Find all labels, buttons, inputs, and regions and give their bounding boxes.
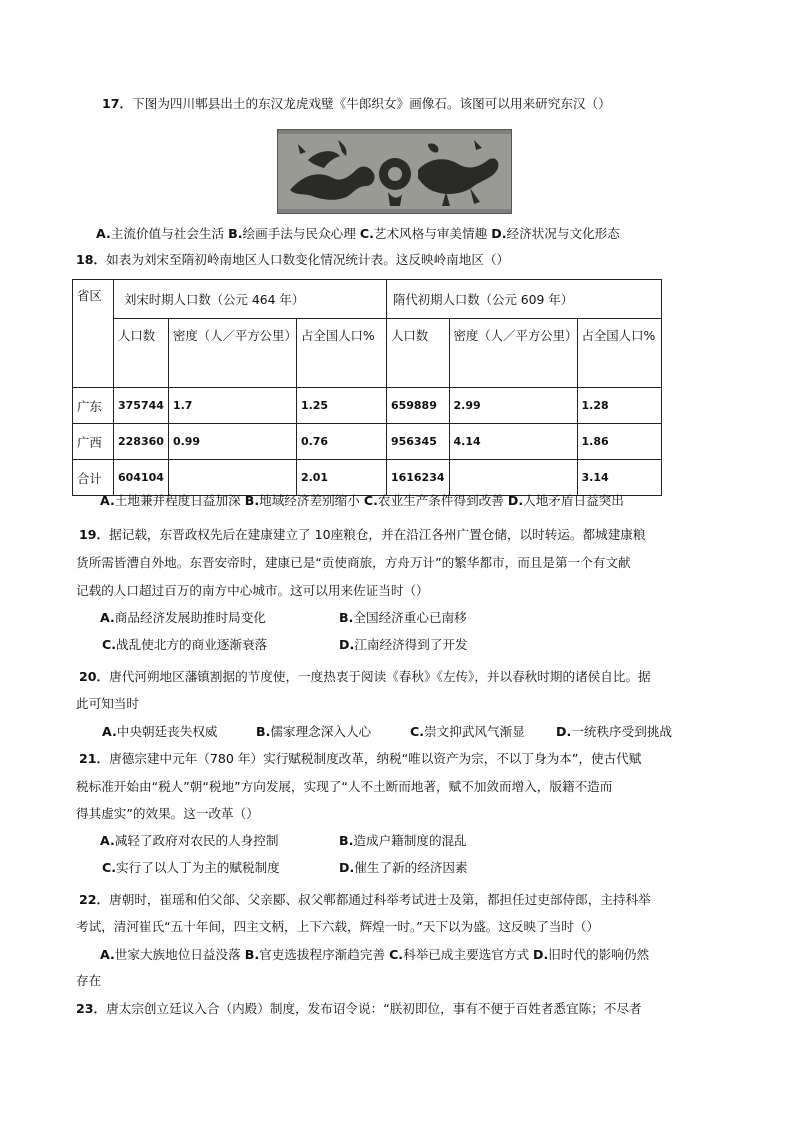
q22-line-1	[79, 892, 651, 908]
option-b-text[interactable]: 全国经济重心已南移	[353, 610, 467, 625]
pop-cell: 1616234	[386, 460, 449, 496]
question-text: 唐朝时，崔瑶和伯父郃、父亲郾、叔父郸都通过科举考试进士及第，都担任过吏部侍郎，主持科举	[109, 892, 651, 907]
question-number: 18．	[76, 252, 107, 267]
col-share-header: 占全国人口%	[577, 319, 661, 388]
q22-options	[100, 947, 649, 963]
option-d-text[interactable]: 经济状况与文化形态	[506, 226, 620, 241]
share-cell: 0.76	[296, 424, 386, 460]
table-row	[73, 424, 662, 460]
option-c-text[interactable]: 艺术风格与审美情趣	[373, 226, 488, 241]
share-cell: 1.25	[296, 388, 386, 424]
option-c-text[interactable]: 战乱使北方的商业逐渐衰落	[116, 637, 268, 652]
option-c-letter[interactable]: C.	[102, 860, 117, 875]
option-b-letter[interactable]: B.	[339, 833, 354, 848]
option-c-text[interactable]: 科举已成主要选官方式	[403, 947, 530, 962]
option-d-letter[interactable]: D.	[491, 226, 507, 241]
question-text: 唐德宗建中元年（780 年）实行赋税制度改革，纳税“唯以资产为宗，不以丁身为本”，使古代赋	[109, 751, 642, 766]
q21-option-b[interactable]	[339, 833, 467, 849]
option-d-text[interactable]: 旧时代的影响仍然	[548, 947, 650, 962]
q21-option-a[interactable]	[100, 833, 278, 849]
dragon-tiger-rubbing-icon	[278, 130, 511, 213]
density-cell: 4.14	[449, 424, 577, 460]
question-number: 22．	[79, 892, 110, 907]
option-a-text[interactable]: 土地兼并程度日益加深	[114, 493, 241, 508]
population-table	[72, 279, 662, 496]
option-c-letter[interactable]: C.	[410, 724, 425, 739]
q20-option-d[interactable]	[556, 724, 672, 740]
option-d-text[interactable]: 江南经济得到了开发	[354, 637, 468, 652]
pop-cell: 228360	[114, 424, 169, 460]
question-number: 19．	[79, 527, 110, 542]
option-d-letter[interactable]: D.	[339, 637, 355, 652]
share-cell: 2.01	[296, 460, 386, 496]
pop-cell: 956345	[386, 424, 449, 460]
q19-option-a[interactable]	[100, 610, 266, 626]
stone-relief-image	[277, 129, 512, 214]
option-c-text[interactable]: 农业生产条件得到改善	[377, 493, 504, 508]
question-number: 21．	[79, 751, 110, 766]
option-a-letter[interactable]: A.	[102, 724, 117, 739]
q20-option-c[interactable]	[410, 724, 525, 740]
option-d-letter[interactable]: D.	[533, 947, 549, 962]
option-b-text[interactable]: 官吏选拔程序渐趋完善	[259, 947, 386, 962]
question-number: 20．	[79, 669, 110, 684]
option-d-text[interactable]: 一统秩序受到挑战	[571, 724, 672, 739]
q21-line-2: 税标准开始由“税人”朝“税地”方向发展，实现了“人不土断而地著，赋不加敛而增入，版籍不造而	[76, 779, 613, 794]
density-cell	[449, 460, 577, 496]
q19-option-b[interactable]	[339, 610, 467, 626]
question-text: 下图为四川郫县出土的东汉龙虎戏璧《牛郎织女》画像石。该图可以用来研究东汉（）	[132, 96, 611, 111]
pop-cell: 659889	[386, 388, 449, 424]
option-b-letter[interactable]: B.	[228, 226, 243, 241]
q22-line-2: 考试，清河崔氏“五十年间，四主文柄，上下六载，辉煌一时。”天下以为盛。这反映了当时（）	[76, 919, 600, 934]
option-a-letter[interactable]: A.	[96, 226, 111, 241]
q17-options	[96, 226, 620, 242]
region-cell: 合计	[73, 460, 114, 496]
density-cell: 2.99	[449, 388, 577, 424]
option-a-text[interactable]: 主流价值与社会生活	[110, 226, 225, 241]
region-cell: 广东	[73, 388, 114, 424]
pop-cell: 375744	[114, 388, 169, 424]
option-a-letter[interactable]: A.	[100, 833, 115, 848]
option-a-text[interactable]: 商品经济发展助推时局变化	[114, 610, 266, 625]
option-d-letter[interactable]: D.	[339, 860, 355, 875]
density-cell: 0.99	[168, 424, 296, 460]
option-b-text[interactable]: 地域经济差别缩小	[259, 493, 360, 508]
question-number: 23．	[76, 1001, 107, 1016]
col-pop-header: 人口数	[386, 319, 449, 388]
density-cell: 1.7	[168, 388, 296, 424]
col-density-header: 密度（人／平方公里）	[168, 319, 296, 388]
region-cell: 广西	[73, 424, 114, 460]
table-corner-header: 省区	[73, 280, 114, 388]
q21-line-1	[79, 751, 641, 767]
q19-option-c[interactable]	[102, 637, 267, 653]
share-cell: 1.28	[577, 388, 661, 424]
option-a-letter[interactable]: A.	[100, 947, 115, 962]
q23-stem	[76, 1001, 642, 1017]
option-d-text[interactable]: 人地矛盾日益突出	[523, 493, 624, 508]
option-b-letter[interactable]: B.	[244, 493, 260, 508]
option-b-letter[interactable]: B.	[256, 724, 271, 739]
option-c-letter[interactable]: C.	[359, 226, 374, 241]
option-c-letter[interactable]: C.	[389, 947, 404, 962]
q17-stem	[102, 96, 611, 112]
option-c-text[interactable]: 崇文抑武风气渐显	[424, 724, 525, 739]
option-a-letter[interactable]: A.	[100, 610, 115, 625]
option-a-text[interactable]: 中央朝廷丧失权威	[116, 724, 218, 739]
option-b-text[interactable]: 造成户籍制度的混乱	[353, 833, 467, 848]
q22-option-wrap: 存在	[76, 973, 102, 988]
q21-option-d[interactable]	[339, 860, 468, 876]
option-a-text[interactable]: 世家大族地位日益没落	[114, 947, 241, 962]
q21-option-c[interactable]	[102, 860, 280, 876]
option-d-letter[interactable]: D.	[556, 724, 572, 739]
table-row	[73, 388, 662, 424]
col-pop-header: 人口数	[114, 319, 169, 388]
q18-options	[100, 493, 624, 509]
question-text: 唐代河朔地区藩镇割据的节度使，一度热衷于阅读《春秋》《左传》，并以春秋时期的诸侯自比。据	[109, 669, 651, 684]
question-text: 据记载，东晋政权先后在建康建立了 10座粮仓，并在沿江各州广置仓储，以时转运。都城建康粮	[109, 527, 646, 542]
option-b-text[interactable]: 儒家理念深入人心	[270, 724, 372, 739]
pop-cell: 604104	[114, 460, 169, 496]
q19-line-1	[79, 527, 646, 543]
table-row	[73, 460, 662, 496]
option-d-letter[interactable]: D.	[507, 493, 524, 508]
q19-line-2: 货所需皆漕自外地。东晋安帝时，建康已是“贡使商旅，方舟万计”的繁华都市，而且是第一个有文献	[76, 555, 631, 570]
option-a-letter[interactable]: A.	[100, 493, 115, 508]
share-cell: 1.86	[577, 424, 661, 460]
option-c-text[interactable]: 实行了以人丁为主的赋税制度	[116, 860, 280, 875]
option-b-text[interactable]: 绘画手法与民众心理	[242, 226, 356, 241]
question-number: 17．	[102, 96, 133, 111]
col-share-header: 占全国人口%	[296, 319, 386, 388]
period1-header: 刘宋时期人口数（公元 464 年）	[114, 280, 387, 319]
question-text: 如表为刘宋至隋初岭南地区人口数变化情况统计表。这反映岭南地区（）	[106, 252, 510, 267]
q20-option-a[interactable]	[102, 724, 218, 740]
q19-line-3: 记载的人口超过百万的南方中心城市。这可以用来佐证当时（）	[76, 583, 429, 598]
option-b-letter[interactable]: B.	[339, 610, 354, 625]
option-c-letter[interactable]: C.	[363, 493, 378, 508]
option-a-text[interactable]: 减轻了政府对农民的人身控制	[114, 833, 279, 848]
share-cell: 3.14	[577, 460, 661, 496]
q18-stem	[76, 252, 509, 268]
q20-line-1	[79, 669, 651, 685]
q20-option-b[interactable]	[256, 724, 371, 740]
q20-line-2: 此可知当时	[76, 696, 139, 711]
option-d-text[interactable]: 催生了新的经济因素	[354, 860, 468, 875]
option-b-letter[interactable]: B.	[244, 947, 260, 962]
period2-header: 隋代初期人口数（公元 609 年）	[386, 280, 661, 319]
col-density-header: 密度（人／平方公里）	[449, 319, 577, 388]
question-text: 唐太宗创立廷议入合（内殿）制度，发布诏令说：“朕初即位，事有不便于百姓者悉宜陈；不尽者	[106, 1001, 642, 1016]
q21-line-3: 得其虚实”的效果。这一改革（）	[76, 806, 259, 821]
q19-option-d[interactable]	[339, 637, 468, 653]
density-cell	[168, 460, 296, 496]
option-c-letter[interactable]: C.	[102, 637, 117, 652]
